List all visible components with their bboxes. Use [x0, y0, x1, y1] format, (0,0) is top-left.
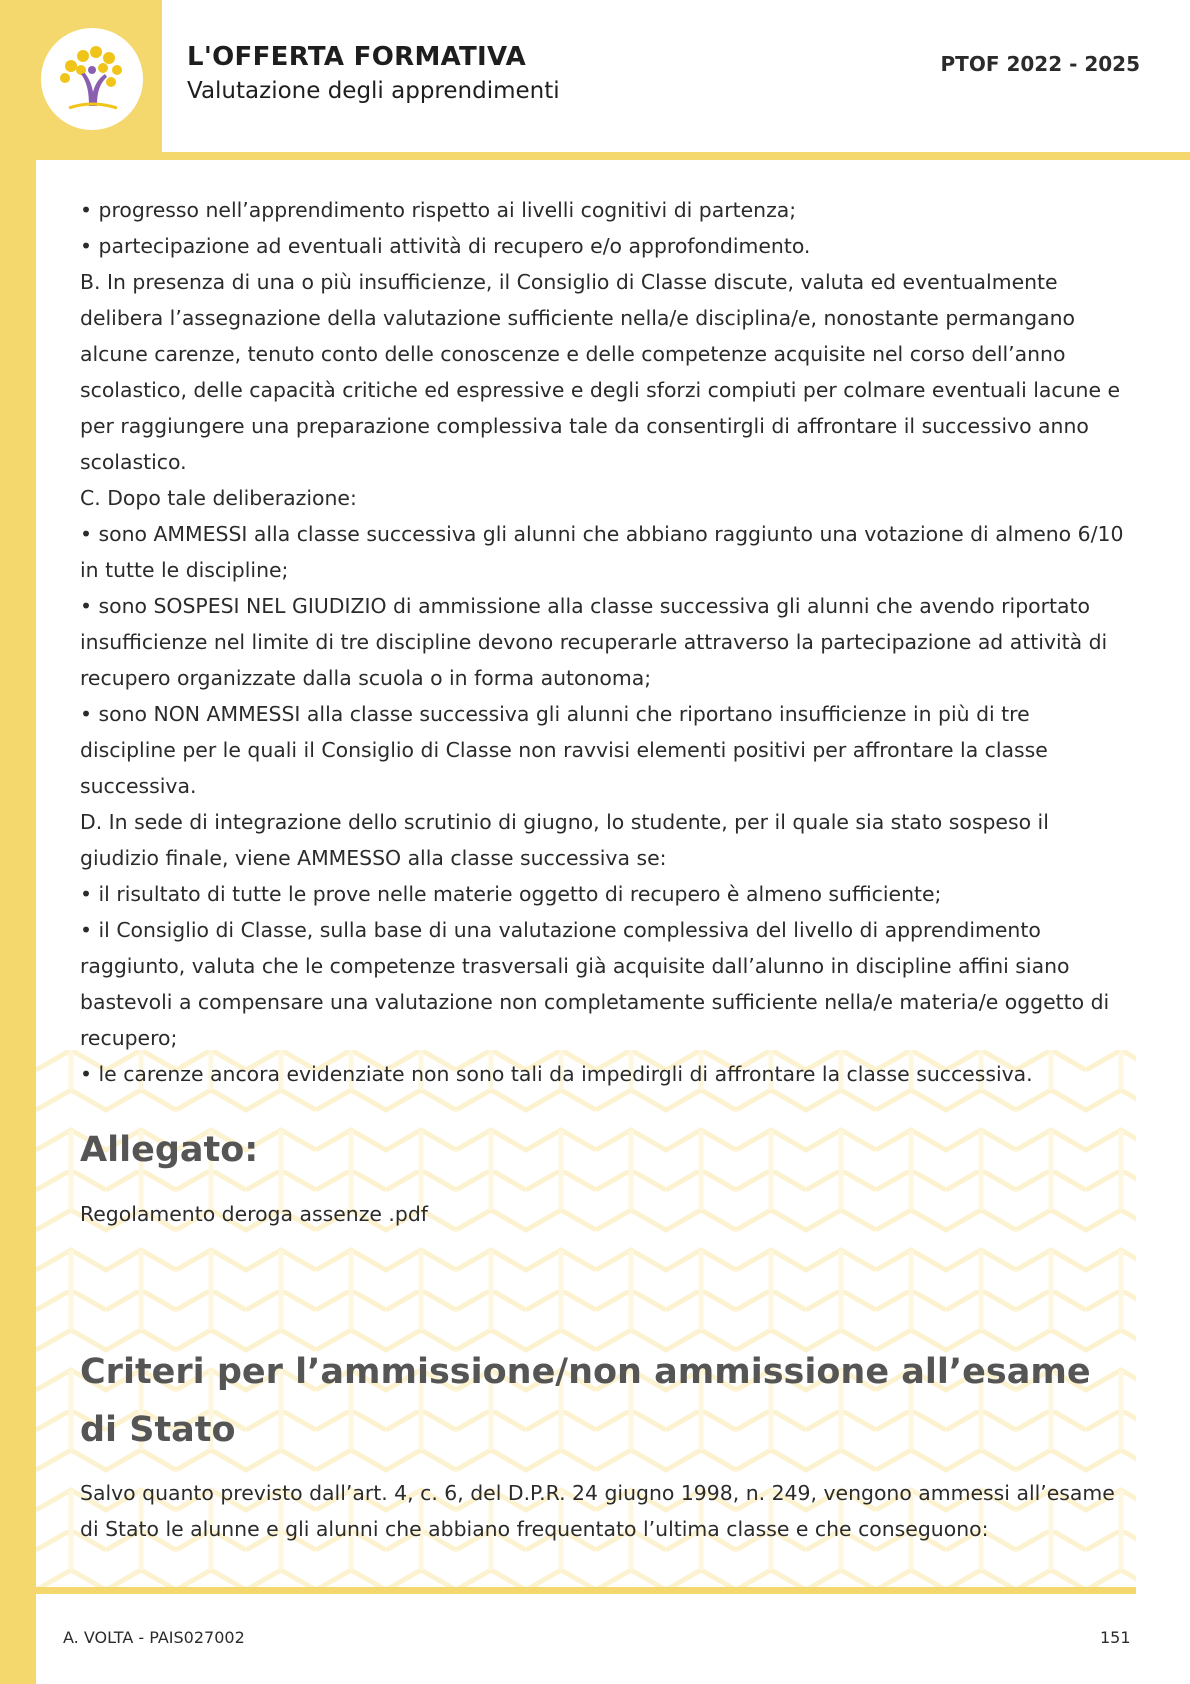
footer-school-code: A. VOLTA - PAIS027002 [63, 1628, 245, 1647]
bullet-sospesi: • sono SOSPESI NEL GIUDIZIO di ammissione alla classe successiva gli alunni che avendo riportato insufficienze nel limite di tre discipline devono recuperarle attraverso la partecipazione ad attività di recupero organizzate dalla scuola o in forma autonoma; [80, 594, 1108, 690]
main-content [80, 192, 1125, 1092]
allegato-heading: Allegato: [80, 1130, 259, 1170]
bullet-partecipazione: • partecipazione ad eventuali attività di recupero e/o approfondimento. [80, 234, 811, 258]
bullet-ammessi: • sono AMMESSI alla classe successiva gli alunni che abbiano raggiunto una votazione di almeno 6/10 in tutte le discipline; [80, 522, 1124, 582]
attachment-link[interactable]: Regolamento deroga assenze .pdf [80, 1202, 428, 1226]
page-number: 151 [1100, 1628, 1131, 1647]
ptof-edition-label: PTOF 2022 - 2025 [940, 52, 1140, 76]
paragraph-c: C. Dopo tale deliberazione: [80, 486, 357, 510]
header-divider [36, 152, 1190, 160]
side-accent-strip [0, 0, 36, 1684]
paragraph-b: B. In presenza di una o più insufficienze, il Consiglio di Classe discute, valuta ed eventualmente delibera l’assegnazione della valutazione sufficiente nella/e disciplina/e, nonostante permangano alcune carenze, tenuto conto delle conoscenze e delle competenze acquisite nel corso dell’anno scolastico, delle capacità critiche ed espressive e degli sforzi compiuti per colmare eventuali lacune e per raggiungere una preparazione complessiva tale da consentirgli di affrontare il successivo anno scolastico. [80, 270, 1121, 474]
tree-logo-icon [41, 28, 143, 130]
section-title: L'OFFERTA FORMATIVA [187, 42, 527, 72]
bullet-non-ammessi: • sono NON AMMESSI alla classe successiva gli alunni che riportano insufficienze in più di tre discipline per le quali il Consiglio di Classe non ravvisi elementi positivi per affrontare la classe successiva. [80, 702, 1048, 798]
bullet-consiglio: • il Consiglio di Classe, sulla base di una valutazione complessiva del livello di apprendimento raggiunto, valuta che le competenze trasversali già acquisite dall’alunno in discipline affini siano bastevoli a compensare una valutazione non completamente sufficiente nella/e materia/e oggetto di recupero; [80, 918, 1110, 1050]
criteri-paragraph: Salvo quanto previsto dall’art. 4, c. 6, del D.P.R. 24 giugno 1998, n. 249, vengono ammessi all’esame di Stato le alunne e gli alunni che abbiano frequentato l’ultima classe e che conseguono: [80, 1481, 1115, 1541]
bullet-progresso: • progresso nell’apprendimento rispetto ai livelli cognitivi di partenza; [80, 198, 797, 222]
bullet-carenze: • le carenze ancora evidenziate non sono tali da impedirgli di affrontare la classe successiva. [80, 1062, 1033, 1086]
bullet-risultato: • il risultato di tutte le prove nelle materie oggetto di recupero è almeno sufficiente; [80, 882, 942, 906]
section-subtitle: Valutazione degli apprendimenti [187, 78, 560, 104]
footer-divider [36, 1587, 1136, 1594]
paragraph-d: D. In sede di integrazione dello scrutinio di giugno, lo studente, per il quale sia stato sospeso il giudizio finale, viene AMMESSO alla classe successiva se: [80, 810, 1049, 870]
criteri-heading: Criteri per l’ammissione/non ammissione all’esame di Stato [80, 1352, 1091, 1450]
